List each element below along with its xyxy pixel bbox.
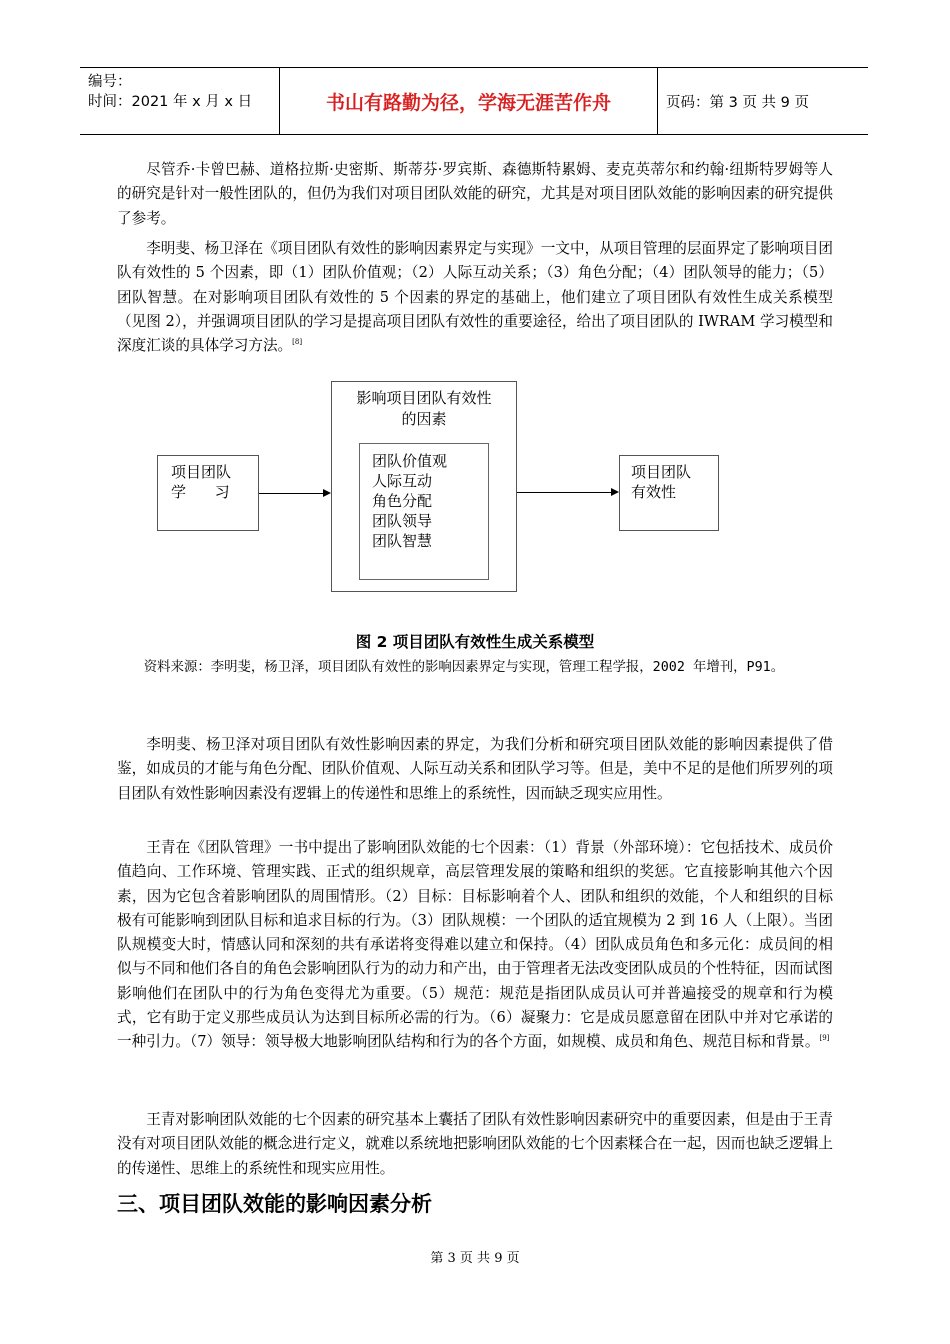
header-meta — [80, 68, 280, 134]
box-influence-factors — [331, 381, 517, 592]
page-header — [80, 67, 868, 135]
box-team-learning: 项目团队 学 习 — [157, 455, 259, 531]
factors-title: 影响项目团队有效性 的因素 — [356, 389, 492, 428]
box-team-effectiveness: 项目团队 有效性 — [619, 455, 719, 531]
header-time: 时间：2021 年 x 月 x 日 — [88, 94, 253, 110]
paragraph-4: 王青在《团队管理》一书中提出了影响团队效能的七个因素：（1）背景（外部环境）：它包括技术、成员价值趋向、工作环境、管理实践、正式的组织规章，高层管理发展的策略和组织的奖惩。它直接影响其他六个因素，因为它包含着影响团队的周围情形。（2）目标：目标影响着个人、团队和组织的效能，个人和组织的目标极有可能影响到团队目标和追求目标的行为。（3）团队规模：一个团队的适宜规模为 2 到 16 人（上限）。当团队规模变大时，情感认同和深刻的共有承诺将变得难以建立和保持。（4）团队成员角色和多元化：成员间的相似与不同和他们各自的角色会影响团队行为的动力和产出，由于管理者无法改变团队成员的个性特征，因而试图影响他们在团队中的行为角色变得尤为重要。（5）规范：规范是指团队成员认可并普遍接受的规章和行为模式，它有助于定义那些成员认为达到目标所必需的行为。（6）凝聚力：它是成员愿意留在团队中并对它承诺的一种引力。（7）领导：领导极大地影响团队结构和行为的各个方面，如规模、成员和角色、规范目标和背景。[9] — [117, 839, 833, 1051]
factor-item: 团队价值观 — [372, 452, 448, 470]
header-motto: 书山有路勤为径，学海无涯苦作舟 — [280, 68, 658, 134]
arrow-left-to-middle — [259, 493, 329, 494]
factor-item: 团队智慧 — [372, 532, 433, 550]
page-footer: 第 3 页 共 9 页 — [430, 1251, 520, 1266]
figure-source: 资料来源：李明斐，杨卫泽，项目团队有效性的影响因素界定与实现，管理工程学报，2002 年增刊，P91。 — [143, 660, 785, 675]
paragraph-1: 尽管乔·卡曾巴赫、道格拉斯·史密斯、斯蒂芬·罗宾斯、森德斯特累姆、麦克英蒂尔和约翰·纽斯特罗姆等人的研究是针对一般性团队的，但仍为我们对项目团队效能的研究，尤其是对项目团队效能的影响因素的研究提供了参考。 — [117, 161, 833, 227]
paragraph-2: 李明斐、杨卫泽在《项目团队有效性的影响因素界定与实现》一文中，从项目管理的层面界定了影响项目团队有效性的 5 个因素，即（1）团队价值观；（2）人际互动关系；（3）角色分配；（4）团队领导的能力；（5）团队智慧。在对影响项目团队有效性的 5 个因素的界定的基础上，他们建立了项目团队有效性生成关系模型（见图 2），并强调项目团队的学习是提高项目团队有效性的重要途径，给出了项目团队的 IWRAM 学习模型和深度汇谈的具体学习方法。[8] — [117, 240, 833, 355]
arrow-middle-to-right — [517, 492, 617, 493]
figure-caption: 图 2 项目团队有效性生成关系模型 — [355, 633, 595, 651]
paragraph-5: 王青对影响团队效能的七个因素的研究基本上囊括了团队有效性影响因素研究中的重要因素，但是由于王青没有对项目团队效能的概念进行定义，就难以系统地把影响团队效能的七个因素糅合在一起，因而也缺乏逻辑上的传递性、思维上的系统性和现实应用性。 — [117, 1111, 833, 1177]
factor-item: 角色分配 — [372, 492, 433, 510]
paragraph-3: 李明斐、杨卫泽对项目团队有效性影响因素的界定，为我们分析和研究项目团队效能的影响因素提供了借鉴，如成员的才能与角色分配、团队价值观、人际互动关系和团队学习等。但是，美中不足的是他们所罗列的项目团队有效性影响因素没有逻辑上的传递性和思维上的系统性，因而缺乏现实应用性。 — [117, 736, 833, 802]
factor-item: 团队领导 — [372, 512, 433, 530]
citation-8: [8] — [292, 338, 303, 347]
header-page-number: 页码：第 3 页 共 9 页 — [666, 94, 809, 111]
section-heading: 三、项目团队效能的影响因素分析 — [117, 1192, 432, 1216]
citation-9: [9] — [819, 1034, 830, 1043]
factor-item: 人际互动 — [372, 472, 433, 490]
factors-list — [359, 443, 489, 580]
header-number: 编号： — [88, 74, 132, 90]
